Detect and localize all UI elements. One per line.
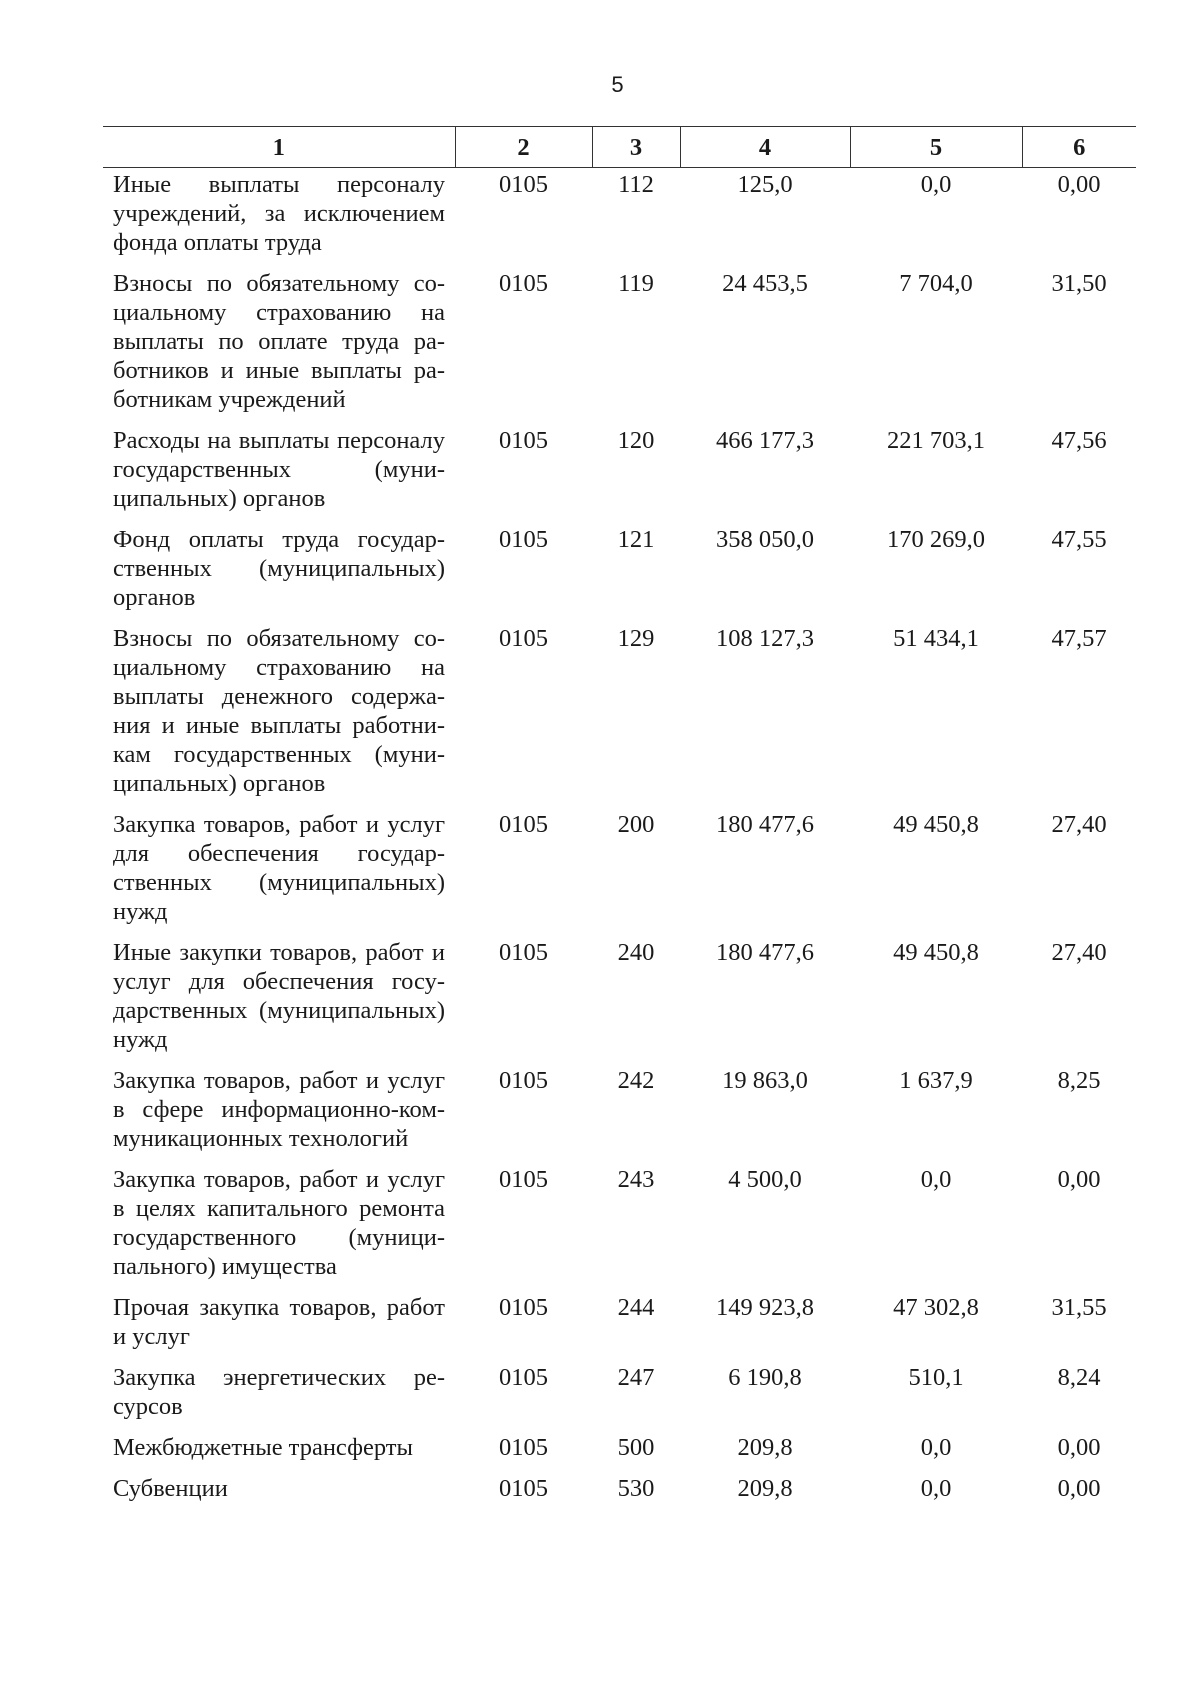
row-name: Субвенции [113, 1475, 228, 1502]
expense-code: 242 [617, 1067, 655, 1094]
table-row [103, 1165, 1136, 1293]
planned-amount: 6 190,8 [728, 1364, 802, 1391]
row-name: Межбюджетные трансферты [113, 1434, 413, 1461]
actual-amount: 510,1 [908, 1364, 964, 1391]
actual-amount: 1 637,9 [899, 1067, 973, 1094]
column-header: 3 [592, 127, 680, 168]
table-row [103, 426, 1136, 525]
section-code: 0105 [499, 625, 548, 652]
expense-code: 243 [617, 1166, 655, 1193]
execution-percent: 27,40 [1051, 939, 1107, 966]
table-row [103, 269, 1136, 426]
planned-amount: 19 863,0 [722, 1067, 808, 1094]
planned-amount: 125,0 [737, 171, 793, 198]
execution-percent: 47,57 [1051, 625, 1107, 652]
expense-code: 247 [617, 1364, 655, 1391]
expense-code: 500 [617, 1434, 655, 1461]
planned-amount: 149 923,8 [716, 1294, 814, 1321]
table-row [103, 1066, 1136, 1165]
column-header: 2 [455, 127, 592, 168]
table-row [103, 624, 1136, 810]
planned-amount: 24 453,5 [722, 270, 808, 297]
section-code: 0105 [499, 171, 548, 198]
column-header: 6 [1022, 127, 1136, 168]
page-number: 5 [611, 72, 624, 97]
table-row [103, 1474, 1136, 1515]
actual-amount: 221 703,1 [887, 427, 985, 454]
actual-amount: 7 704,0 [899, 270, 973, 297]
planned-amount: 209,8 [737, 1434, 793, 1461]
column-header: 5 [850, 127, 1022, 168]
table-row [103, 1363, 1136, 1433]
expense-code: 112 [618, 171, 654, 198]
row-name: Иные выплаты персоналу учреждений, за исключением фонда оплаты труда [113, 171, 445, 256]
section-code: 0105 [499, 270, 548, 297]
section-code: 0105 [499, 811, 548, 838]
section-code: 0105 [499, 1434, 548, 1461]
section-code: 0105 [499, 1364, 548, 1391]
expense-code: 129 [617, 625, 655, 652]
row-name: Прочая закупка товаров, работ и услуг [113, 1294, 445, 1350]
column-header: 4 [680, 127, 850, 168]
actual-amount: 49 450,8 [893, 811, 979, 838]
planned-amount: 180 477,6 [716, 939, 814, 966]
section-code: 0105 [499, 1067, 548, 1094]
section-code: 0105 [499, 427, 548, 454]
expense-code: 119 [618, 270, 654, 297]
execution-percent: 31,55 [1051, 1294, 1107, 1321]
expense-code: 200 [617, 811, 655, 838]
execution-percent: 8,25 [1057, 1067, 1101, 1094]
execution-percent: 47,55 [1051, 526, 1107, 553]
planned-amount: 4 500,0 [728, 1166, 802, 1193]
row-name: Взносы по обязательному социальному страхованию на выплаты денежного содержания и иные выплаты работникам государственных (муниципальных) органов [113, 625, 445, 797]
section-code: 0105 [499, 939, 548, 966]
section-code: 0105 [499, 526, 548, 553]
actual-amount: 170 269,0 [887, 526, 985, 553]
actual-amount: 51 434,1 [893, 625, 979, 652]
section-code: 0105 [499, 1475, 548, 1502]
row-name: Закупка товаров, работ и услуг для обеспечения государственных (муниципальных) нужд [113, 811, 445, 925]
header-row [103, 127, 1136, 168]
expense-code: 121 [617, 526, 655, 553]
actual-amount: 49 450,8 [893, 939, 979, 966]
expense-code: 244 [617, 1294, 655, 1321]
table-row [103, 168, 1136, 270]
table-row [103, 1433, 1136, 1474]
execution-percent: 8,24 [1057, 1364, 1101, 1391]
expense-code: 240 [617, 939, 655, 966]
actual-amount: 0,0 [920, 1166, 952, 1193]
row-name: Закупка энергетических ресурсов [113, 1364, 445, 1420]
actual-amount: 0,0 [920, 1434, 952, 1461]
planned-amount: 358 050,0 [716, 526, 814, 553]
planned-amount: 108 127,3 [716, 625, 814, 652]
row-name: Закупка товаров, работ и услуг в целях капитального ремонта государственного (муниципального) имущества [113, 1166, 445, 1280]
execution-percent: 0,00 [1057, 1475, 1101, 1502]
execution-percent: 0,00 [1057, 171, 1101, 198]
execution-percent: 0,00 [1057, 1166, 1101, 1193]
execution-percent: 0,00 [1057, 1434, 1101, 1461]
row-name: Взносы по обязательному социальному страхованию на выплаты по оплате труда работников и иные выплаты работникам учреждений [113, 270, 445, 413]
actual-amount: 0,0 [920, 1475, 952, 1502]
planned-amount: 180 477,6 [716, 811, 814, 838]
row-name: Фонд оплаты труда государственных (муниципальных) органов [113, 526, 445, 611]
section-code: 0105 [499, 1166, 548, 1193]
table-header [103, 127, 1136, 168]
row-name: Иные закупки товаров, работ и услуг для обеспечения государственных (муниципальных) нужд [113, 939, 445, 1053]
planned-amount: 209,8 [737, 1475, 793, 1502]
table-body [103, 168, 1136, 1516]
planned-amount: 466 177,3 [716, 427, 814, 454]
expense-code: 120 [617, 427, 655, 454]
table-row [103, 810, 1136, 938]
execution-percent: 47,56 [1051, 427, 1107, 454]
actual-amount: 47 302,8 [893, 1294, 979, 1321]
column-header: 1 [103, 127, 455, 168]
actual-amount: 0,0 [920, 171, 952, 198]
budget-table [103, 126, 1136, 1515]
expense-code: 530 [617, 1475, 655, 1502]
table-row [103, 938, 1136, 1066]
row-name: Расходы на выплаты персоналу государственных (муниципальных) органов [113, 427, 445, 512]
section-code: 0105 [499, 1294, 548, 1321]
table-row [103, 525, 1136, 624]
execution-percent: 31,50 [1051, 270, 1107, 297]
row-name: Закупка товаров, работ и услуг в сфере информационно-коммуникационных технологий [113, 1067, 445, 1152]
execution-percent: 27,40 [1051, 811, 1107, 838]
table-row [103, 1293, 1136, 1363]
